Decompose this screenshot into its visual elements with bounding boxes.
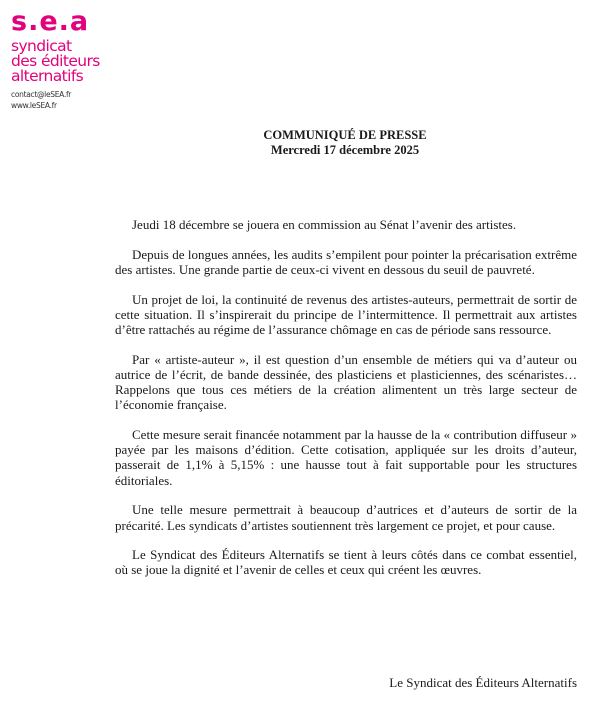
- website-link: www.leSEA.fr: [11, 101, 57, 110]
- logo-name-line-2: des éditeurs: [11, 52, 100, 70]
- paragraph: Le Syndicat des Éditeurs Alternatifs se tient à leurs côtés dans ce combat essentiel, où se joue la dignité et l’avenir de celles et ceux qui créent les œuvres.: [115, 547, 577, 578]
- contact-email: contact@leSEA.fr: [11, 90, 72, 99]
- paragraph: Jeudi 18 décembre se jouera en commission au Sénat l’avenir des artistes.: [132, 217, 517, 232]
- logo-mark: s.e.a: [11, 6, 90, 37]
- press-release-title: COMMUNIQUÉ DE PRESSE: [263, 128, 427, 142]
- sea-logo: [11, 6, 131, 111]
- paragraph: Une telle mesure permettrait à beaucoup d’autrices et d’auteurs de sortir de la précarité. Les syndicats d’artistes soutiennent très largement ce projet, et pour cause.: [115, 502, 577, 533]
- press-release-body: [115, 217, 577, 592]
- logo-contact: [11, 89, 131, 111]
- paragraph: Depuis de longues années, les audits s’empilent pour pointer la précarisation extrême des artistes. Une grande partie de ceux-ci vivent en dessous du seuil de pauvreté.: [115, 246, 577, 277]
- paragraph: Cette mesure serait financée notamment par la hausse de la « contribution diffuseur » payée par les maisons d’édition. Cette cotisation, appliquée sur les droits d’auteur, passerait de 1,1% à 5,15% : une hausse tout à fait supportable pour les structures éditoriales.: [115, 427, 577, 488]
- logo-name-line-1: syndicat: [11, 37, 72, 55]
- paragraph: Un projet de loi, la continuité de revenus des artistes-auteurs, permettrait de sortir de cette situation. Il s’inspirerait du principe de l’intermittence. Il permettrait aux artistes d’être rattachés au régime de l’assurance chômage en cas de période sans ressource.: [115, 291, 577, 338]
- logo-name: [11, 39, 131, 84]
- press-release-date: Mercredi 17 décembre 2025: [270, 143, 420, 157]
- signature: Le Syndicat des Éditeurs Alternatifs: [389, 675, 577, 690]
- press-release-header: [200, 128, 490, 158]
- logo-name-line-3: alternatifs: [11, 67, 84, 85]
- paragraph: Par « artiste-auteur », il est question d’un ensemble de métiers qui va d’auteur ou autrice de l’écrit, de bande dessinée, des plasticiens et plasticiennes, des scénaristes… Rappelons que tous ces métiers de la création alimentent un très large secteur de l’économie française.: [115, 351, 577, 413]
